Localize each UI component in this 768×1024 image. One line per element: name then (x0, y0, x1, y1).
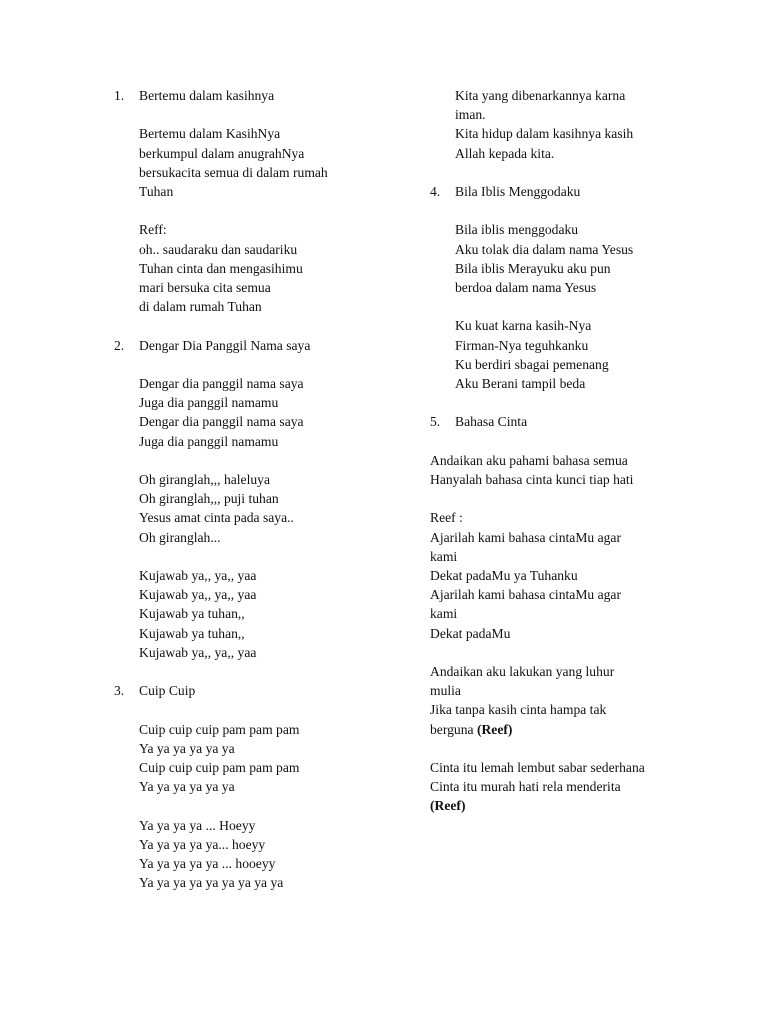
song-1-title: 1. Bertemu dalam kasihnya (114, 88, 275, 103)
song-3-lyrics: Cuip cuip cuip pam pam pam Ya ya ya ya ya ya Cuip cuip cuip pam pam pam Ya ya ya ya ya ya Ya ya ya ya ... Hoeyy Ya ya ya ya ya... hoeyy Ya ya ya ya ya ... hooeyy Ya ya ya ya ya ya ya ya ya (139, 721, 300, 891)
song-2-lyrics: Dengar dia panggil nama saya Juga dia panggil namamu Dengar dia panggil nama saya Juga dia panggil namamu Oh giranglah,,, haleluya Oh giranglah,,, puji tuhan Yesus amat cinta pada saya.. Oh giranglah... Kujawab ya,, ya,, yaa Kujawab ya,, ya,, yaa Kujawab ya tuhan,, Kujawab ya tuhan,, Kujawab ya,, ya,, yaa (139, 375, 304, 660)
verse-end-with-reef: berguna (Reef) (430, 721, 513, 737)
left-column (114, 86, 414, 892)
reef-marker: (Reef) (476, 721, 513, 737)
song-3-title: 3. Cuip Cuip (114, 683, 196, 699)
song-2-title: 2. Dengar Dia Panggil Nama saya (114, 337, 311, 353)
song-5-lyrics: Andaikan aku pahami bahasa semua Hanyalah bahasa cinta kunci tiap hati Reef : Ajarilah kami bahasa cintaMu agar kami Dekat padaMu ya Tuhanku Ajarilah kami bahasa cintaMu agar kami Dekat padaMu Andaikan aku lakukan yang luhur mulia Jika tanpa kasih cinta hampa tak berguna (Reef) Cinta itu lemah lembut sabar sederhana Cinta itu murah hati rela menderita (Reef) (430, 432, 690, 816)
song-4-title: 4. Bila Iblis Menggodaku (430, 184, 581, 199)
song-1-lyrics: Bertemu dalam KasihNya berkumpul dalam anugrahNya bersukacita semua di dalam rumah Tuhan Reff: oh.. saudaraku dan saudariku Tuhan cinta dan mengasihimu mari bersuka cita semua di dalam rumah Tuhan (139, 126, 328, 315)
song-5-title: 5. Bahasa Cinta (430, 414, 528, 430)
song-3-continuation: Kita yang dibenarkannya karna iman. Kita hidup dalam kasihnya kasih Allah kepada kita. (455, 88, 634, 161)
right-column (430, 86, 690, 816)
song-4-lyrics: Bila iblis menggodaku Aku tolak dia dalam nama Yesus Bila iblis Merayuku aku pun berdoa dalam nama Yesus Ku kuat karna kasih-Nya Firman-Nya teguhkanku Ku berdiri sbagai pemenang Aku Berani tampil beda (455, 222, 634, 391)
reef-marker-final: (Reef) (430, 798, 466, 814)
